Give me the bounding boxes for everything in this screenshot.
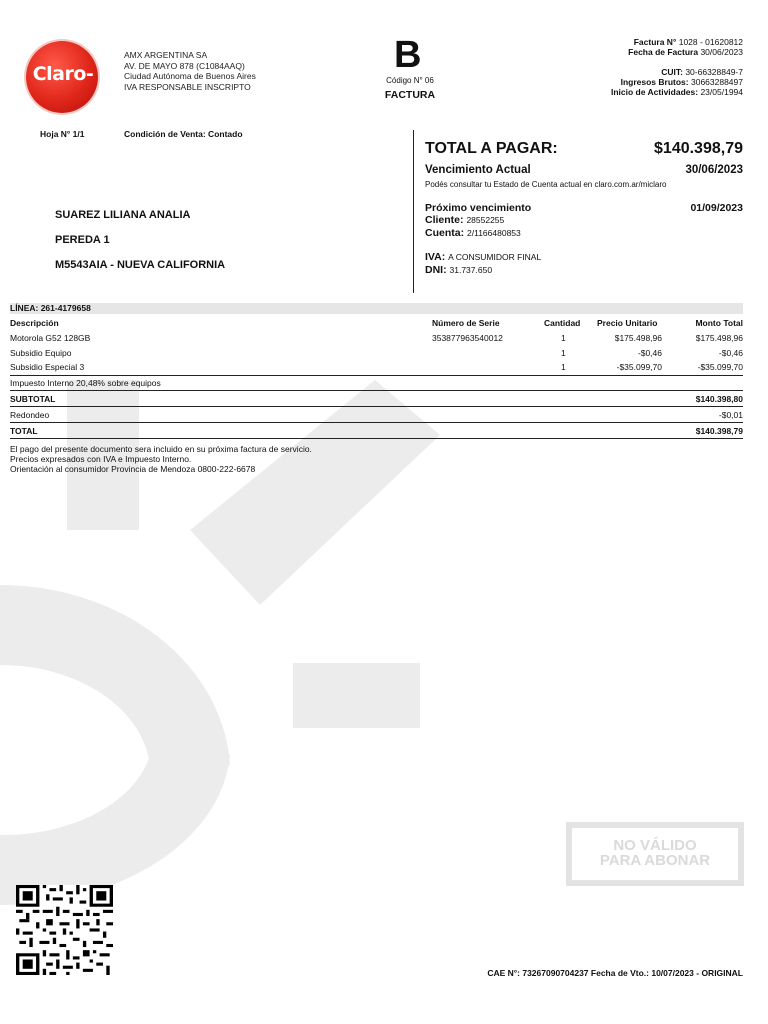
col-header-serial: Número de Serie — [432, 318, 500, 328]
total-value: $140.398,79 — [695, 426, 743, 436]
not-valid-stamp — [566, 822, 744, 886]
row-description: Motorola G52 128GB — [10, 333, 91, 343]
factura-number-label: Factura N° — [633, 37, 677, 47]
divider-vertical — [413, 130, 414, 293]
divider — [10, 375, 743, 376]
tax-note: Impuesto Interno 20,48% sobre equipos — [10, 378, 161, 388]
divider — [10, 406, 743, 407]
invoice-label: FACTURA — [384, 89, 436, 101]
cuit-value: 30-66328849-7 — [685, 67, 743, 77]
client-street: PEREDA 1 — [55, 234, 110, 246]
iva-row — [425, 251, 541, 263]
factura-date-value: 30/06/2023 — [700, 47, 743, 57]
divider — [10, 422, 743, 423]
rounding-label: Redondeo — [10, 410, 50, 420]
invoice-letter: B — [394, 34, 422, 76]
row-unit-price: -$0,46 — [637, 348, 662, 358]
client-id-row — [425, 214, 504, 226]
factura-date-label: Fecha de Factura — [628, 47, 699, 57]
iva-value: A CONSUMIDOR FINAL — [448, 252, 542, 262]
next-due-value: 01/09/2023 — [690, 202, 743, 214]
due-date-value: 30/06/2023 — [685, 164, 743, 176]
company-name: AMX ARGENTINA SA — [124, 50, 208, 60]
row-quantity: 1 — [561, 333, 566, 343]
total-to-pay-label: TOTAL A PAGAR: — [425, 140, 558, 157]
notes — [10, 444, 312, 474]
note-line: El pago del presente documento sera incluido en su próxima factura de servicio. — [10, 444, 312, 454]
stamp-line: PARA ABONAR — [599, 852, 711, 869]
row-serial: 353877963540012 — [432, 333, 503, 343]
company-city: Ciudad Autónoma de Buenos Aires — [124, 71, 256, 81]
divider — [10, 438, 743, 439]
col-header-unit-price: Precio Unitario — [597, 318, 658, 328]
row-amount: -$0,46 — [718, 348, 743, 358]
client-locality: M5543AIA - NUEVA CALIFORNIA — [55, 259, 226, 271]
row-amount: $175.498,96 — [695, 333, 743, 343]
invoice-header-right — [611, 37, 743, 97]
iibb-label: Ingresos Brutos: — [620, 77, 689, 87]
row-quantity: 1 — [561, 348, 566, 358]
watermark-arc — [0, 585, 240, 915]
row-description: Subsidio Especial 3 — [10, 362, 85, 372]
account-status-note: Podés consultar tu Estado de Cuenta actual en claro.com.ar/miclaro — [425, 180, 667, 189]
sale-condition: Condición de Venta: Contado — [124, 129, 243, 139]
stamp-line: NO VÁLIDO — [613, 837, 697, 854]
iva-label: IVA: — [425, 251, 446, 263]
note-line: Precios expresados con IVA e Impuesto Interno. — [10, 454, 192, 464]
watermark-slash — [190, 380, 450, 610]
page-number: Hoja N° 1/1 — [40, 129, 85, 139]
iibb-value: 30663288497 — [690, 77, 743, 87]
col-header-quantity: Cantidad — [544, 318, 581, 328]
inicio-actividades-label: Inicio de Actividades: — [611, 87, 699, 97]
claro-logo — [26, 41, 98, 113]
row-amount: -$35.099,70 — [697, 362, 743, 372]
inicio-actividades-value: 23/05/1994 — [700, 87, 743, 97]
row-description: Subsidio Equipo — [10, 348, 72, 358]
company-tax-status: IVA RESPONSABLE INSCRIPTO — [124, 81, 251, 92]
line-number: LÍNEA: 261-4179658 — [10, 303, 91, 313]
divider — [10, 390, 743, 391]
total-label: TOTAL — [10, 426, 38, 436]
invoice-code: Código N° 06 — [386, 76, 434, 85]
cae-footer: CAE N°: 73267090704237 Fecha de Vto.: 10/07/2023 - ORIGINAL — [487, 968, 743, 978]
client-id-label: Cliente: — [425, 214, 464, 226]
account-value: 2/1166480853 — [467, 228, 521, 238]
account-row — [425, 227, 521, 239]
col-header-amount: Monto Total — [695, 318, 743, 328]
note-line: Orientación al consumidor Provincia de Mendoza 0800-222-6678 — [10, 464, 256, 474]
client-id-value: 28552255 — [466, 215, 505, 225]
factura-number-value: 1028 - 01620812 — [678, 37, 743, 47]
company-address: AV. DE MAYO 878 (C1084AAQ) — [124, 60, 245, 71]
dni-row — [425, 264, 492, 276]
cuit-label: CUIT: — [661, 67, 683, 77]
row-unit-price: $175.498,96 — [614, 333, 662, 343]
subtotal-value: $140.398,80 — [695, 394, 743, 404]
dni-value: 31.737.650 — [449, 265, 493, 275]
subtotal-label: SUBTOTAL — [10, 394, 56, 404]
company-info — [124, 50, 256, 92]
row-unit-price: -$35.099,70 — [616, 362, 662, 372]
rounding-value: -$0,01 — [718, 410, 743, 420]
dni-label: DNI: — [425, 264, 447, 276]
next-due-label: Próximo vencimiento — [425, 202, 532, 214]
client-name: SUAREZ LILIANA ANALIA — [55, 209, 191, 221]
total-to-pay-value: $140.398,79 — [654, 140, 743, 157]
watermark-dash — [293, 663, 420, 728]
logo-text: Claro- — [32, 63, 94, 85]
row-quantity: 1 — [561, 362, 566, 372]
col-header-description: Descripción — [10, 318, 59, 328]
account-label: Cuenta: — [425, 227, 465, 239]
line-header-bar — [10, 303, 743, 314]
due-date-label: Vencimiento Actual — [425, 164, 531, 176]
qr-code — [16, 885, 113, 975]
